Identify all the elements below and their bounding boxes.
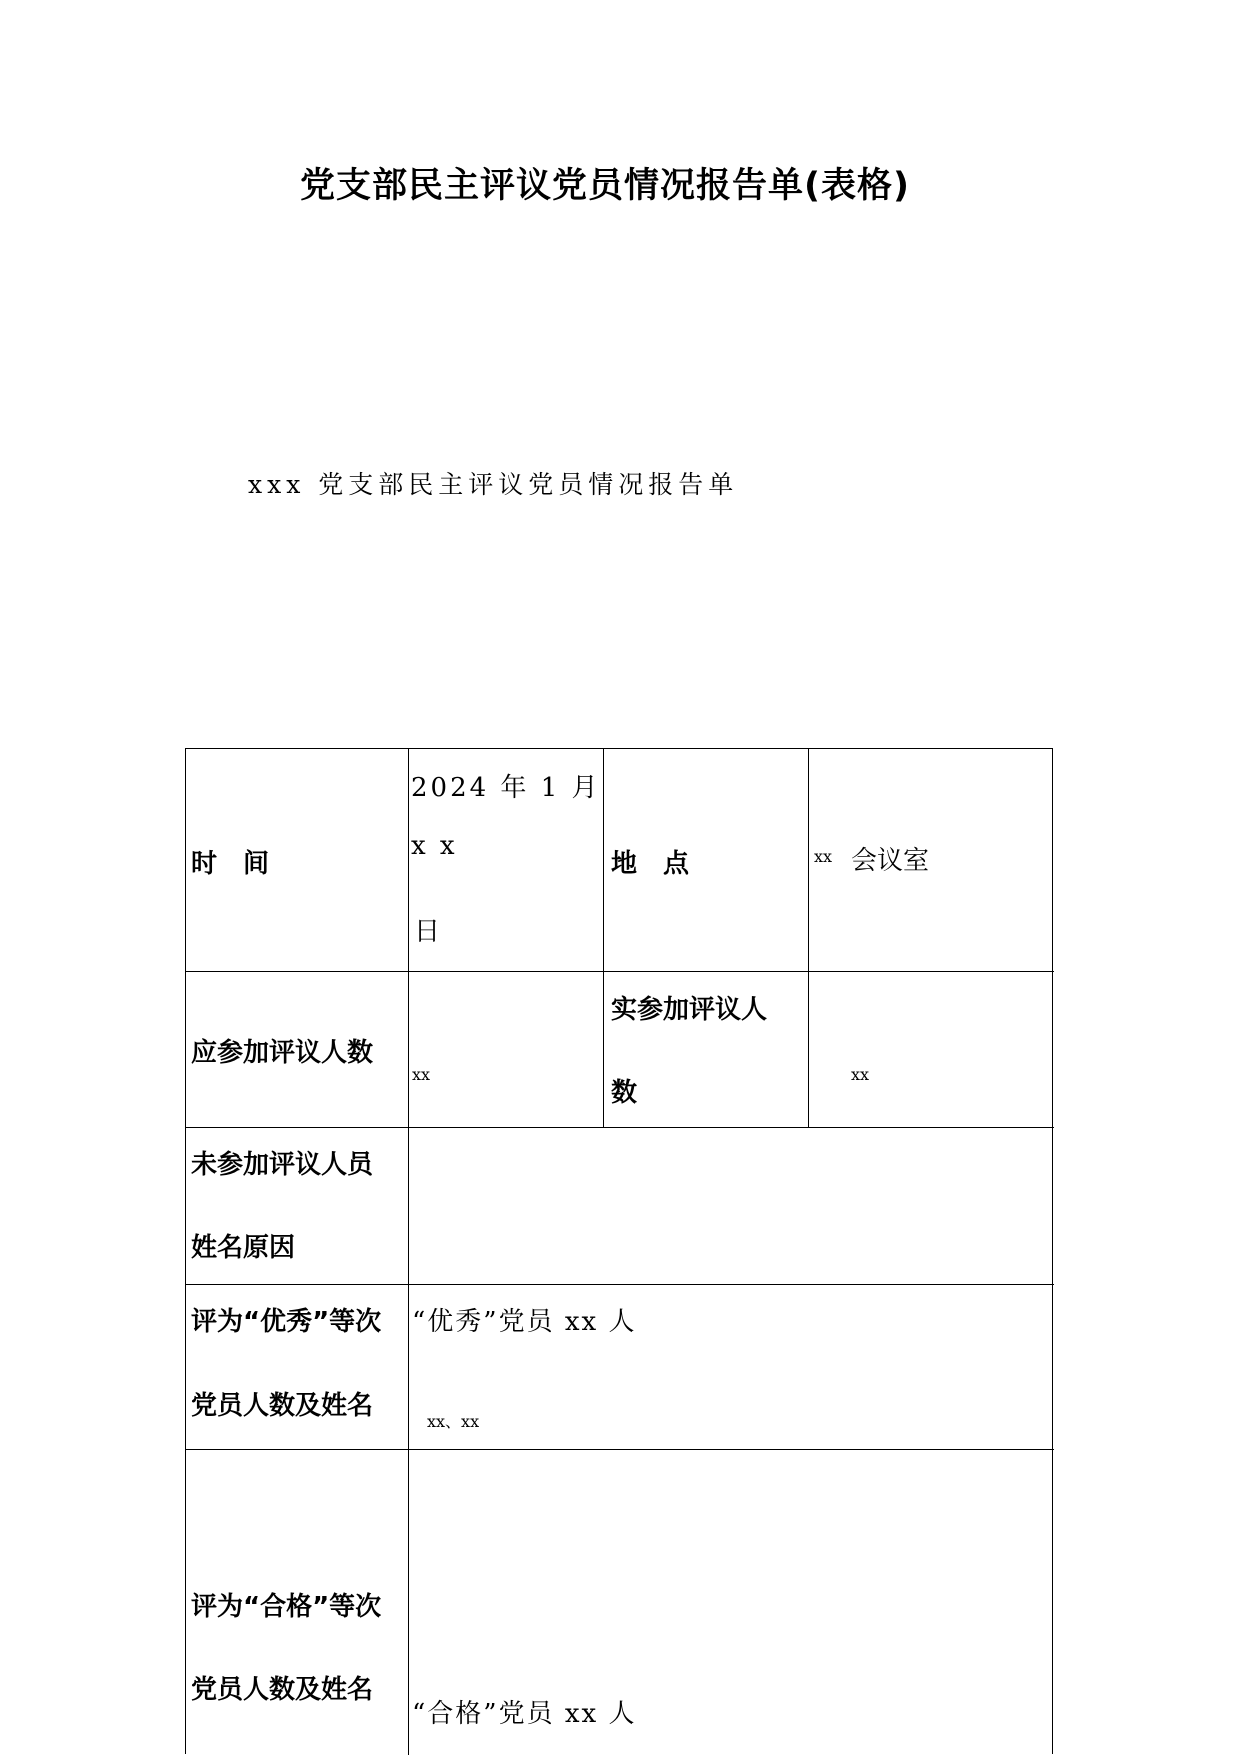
place-label: 地 点	[611, 849, 690, 879]
time-label: 时 间	[191, 849, 270, 879]
column-divider	[808, 749, 809, 1127]
actual-count-label-line2: 数	[611, 1078, 638, 1108]
qualified-count: “合格”党员 xx 人	[412, 1699, 637, 1729]
expected-count-value: xx	[412, 1065, 431, 1084]
qualified-label-line1: 评为“合格”等次	[191, 1592, 382, 1622]
row-divider	[186, 1284, 1054, 1285]
time-value-line1: 2024 年 1 月	[411, 773, 601, 803]
column-divider	[603, 749, 604, 1127]
excellent-names: xx、xx	[427, 1412, 480, 1431]
document-subtitle: xxx 党支部民主评议党员情况报告单	[248, 470, 739, 499]
row-divider	[186, 1127, 1054, 1128]
report-table	[185, 748, 1053, 1754]
excellent-count: “优秀”党员 xx 人	[412, 1307, 637, 1337]
time-value-line3: 日	[414, 917, 441, 947]
time-value-line2: x x	[411, 831, 458, 861]
actual-count-value: xx	[851, 1065, 870, 1084]
place-value: 会议室	[851, 846, 930, 876]
row-divider	[186, 1449, 1054, 1450]
place-value-prefix: xx	[814, 847, 833, 866]
column-divider	[408, 749, 409, 1755]
document-title: 党支部民主评议党员情况报告单(表格)	[300, 166, 910, 206]
row-divider	[186, 971, 1054, 972]
absent-label-line2: 姓名原因	[191, 1233, 296, 1263]
absent-label-line1: 未参加评议人员	[191, 1150, 374, 1180]
excellent-label-line2: 党员人数及姓名	[191, 1391, 374, 1421]
actual-count-label-line1: 实参加评议人	[611, 995, 768, 1025]
qualified-label-line2: 党员人数及姓名	[191, 1675, 374, 1705]
expected-count-label: 应参加评议人数	[191, 1038, 374, 1068]
excellent-label-line1: 评为“优秀”等次	[191, 1307, 382, 1337]
